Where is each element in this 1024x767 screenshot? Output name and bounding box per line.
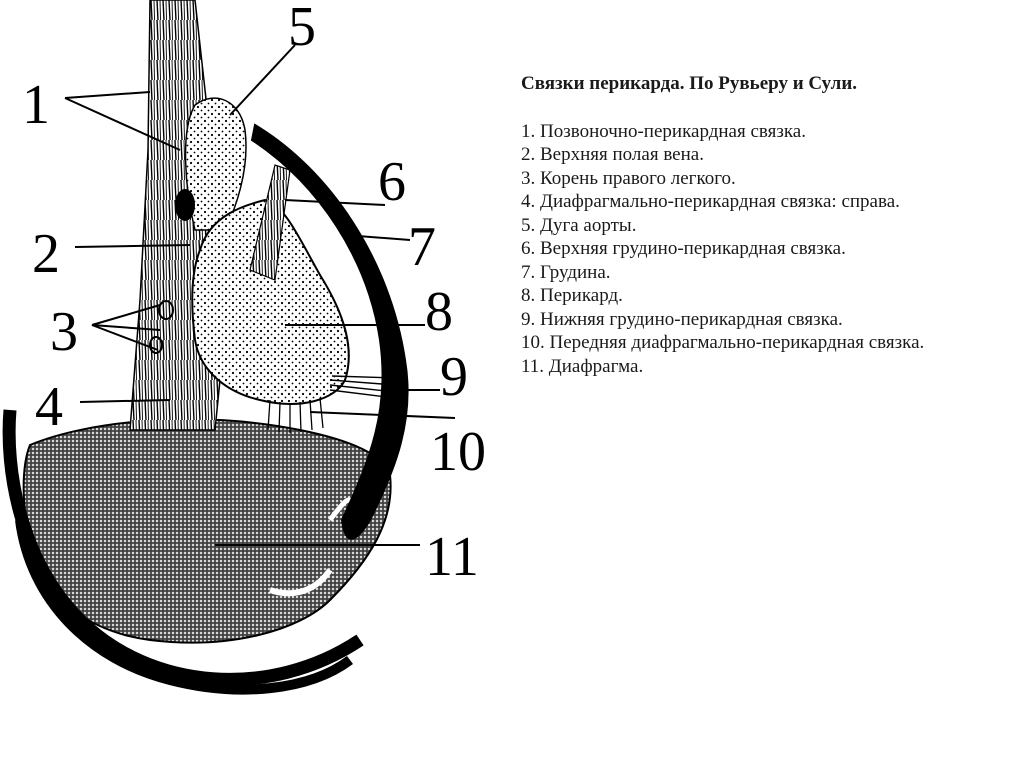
legend-list	[521, 120, 1011, 379]
legend-item: 1. Позвоночно-перикардная связка.	[521, 120, 806, 142]
legend-item: 11. Диафрагма.	[521, 355, 644, 377]
legend-item: 6. Верхняя грудино-перикардная связка.	[521, 238, 846, 259]
legend-title: Связки перикарда. По Рувьеру и Сули.	[521, 73, 858, 94]
label-11: 11	[425, 526, 479, 588]
pericardium-diagram	[0, 0, 510, 767]
label-6: 6	[378, 151, 406, 213]
diaphragm	[24, 419, 391, 642]
legend-item: 4. Диафрагмально-перикардная связка: справа.	[521, 191, 900, 212]
label-9: 9	[440, 346, 468, 408]
legend-item: 10. Передняя диафрагмально-перикардная связка.	[521, 332, 925, 353]
label-4: 4	[35, 376, 63, 438]
lung-root	[175, 189, 195, 221]
legend-item: 3. Корень правого легкого.	[521, 167, 736, 189]
legend-item: 9. Нижняя грудино-перикардная связка.	[521, 308, 843, 330]
legend	[521, 72, 1011, 378]
label-8: 8	[425, 281, 453, 343]
label-5: 5	[288, 0, 316, 58]
legend-item: 5. Дуга аорты.	[521, 214, 637, 236]
label-1: 1	[22, 74, 50, 136]
legend-item: 8. Перикард.	[521, 285, 623, 306]
label-7: 7	[408, 216, 436, 278]
label-3: 3	[50, 301, 78, 363]
legend-item: 2. Верхняя полая вена.	[521, 144, 704, 165]
label-2: 2	[32, 223, 60, 285]
label-10: 10	[430, 421, 486, 483]
legend-item: 7. Грудина.	[521, 261, 611, 283]
